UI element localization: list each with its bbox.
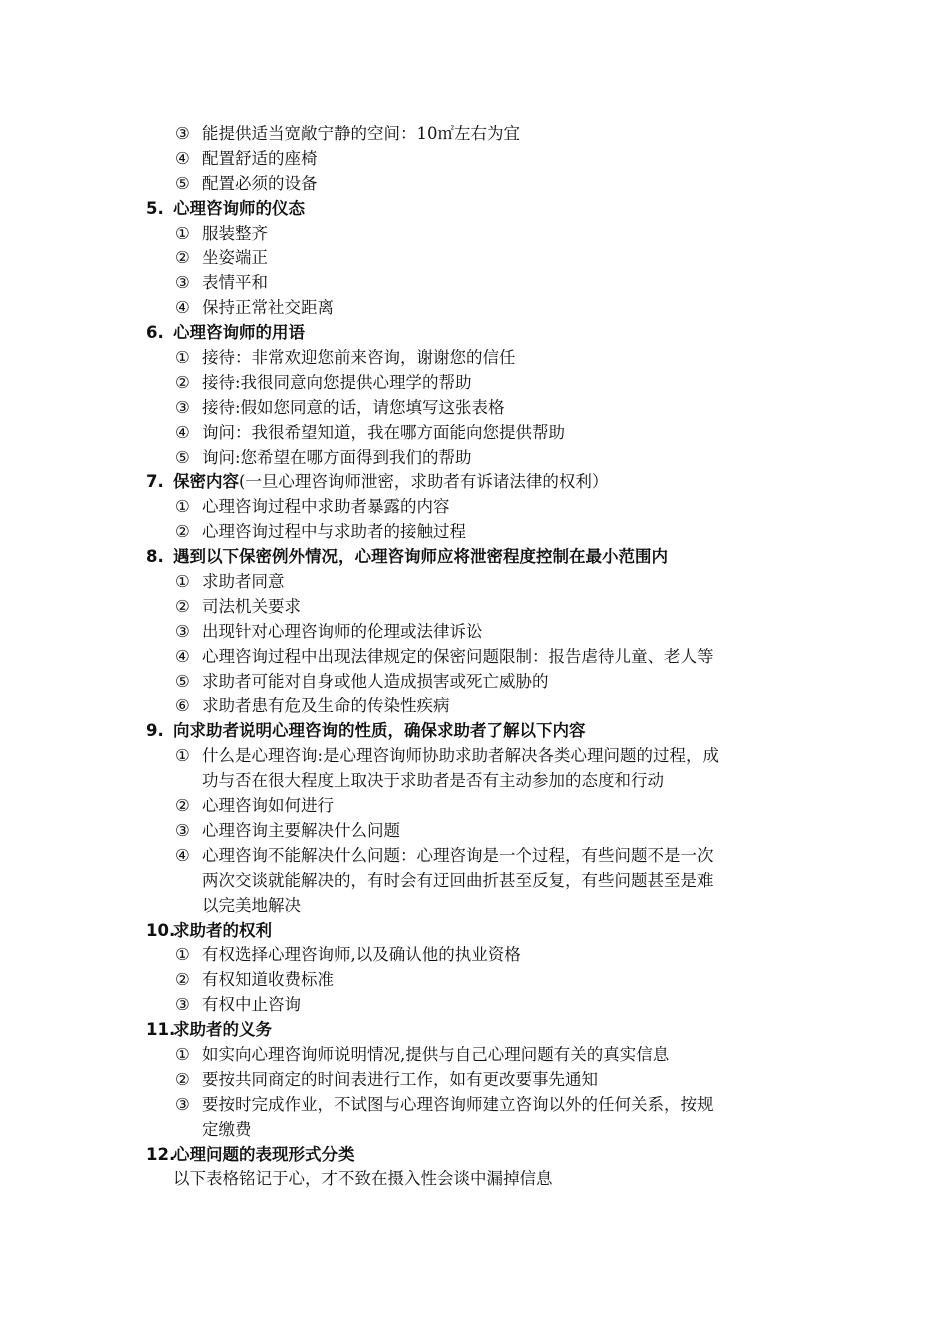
list-item [0, 1068, 950, 1093]
list-item [0, 147, 950, 172]
list-item-text: 有权选择心理咨询师,以及确认他的执业资格 [202, 945, 521, 965]
list-item [0, 122, 950, 147]
section-note: (一旦心理咨询师泄密，求助者有诉诸法律的权利） [239, 472, 609, 492]
list-item-text: 配置舒适的座椅 [202, 148, 318, 168]
list-item [0, 520, 950, 545]
section-heading [0, 470, 950, 495]
list-item-text: 配置必须的设备 [202, 173, 318, 193]
list-marker: ④ [175, 646, 190, 666]
section-heading [0, 719, 950, 744]
list-item-text: 有权中止咨询 [202, 995, 301, 1015]
section-number: 10. [146, 920, 176, 940]
section-heading [0, 919, 950, 944]
list-item [0, 670, 950, 695]
section-title-wrap [173, 1018, 272, 1043]
section-number: 8. [146, 547, 164, 567]
list-item-text: 什么是心理咨询:是心理咨询师协助求助者解决各类心理问题的过程，成 [202, 746, 720, 766]
section-title-wrap [173, 321, 305, 346]
list-item-text: 心理咨询如何进行 [202, 796, 334, 816]
list-marker: ① [175, 223, 190, 243]
list-item-text: 如实向心理咨询师说明情况,提供与自己心理问题有关的真实信息 [202, 1044, 670, 1064]
section-number: 12. [146, 1144, 176, 1164]
list-item-text: 心理咨询过程中求助者暴露的内容 [202, 497, 450, 517]
section-heading [0, 1018, 950, 1043]
list-item-continuation [0, 869, 950, 894]
list-item [0, 271, 950, 296]
list-item [0, 446, 950, 471]
section-number: 5. [146, 198, 164, 218]
section-heading [0, 197, 950, 222]
list-item-text: 表情平和 [202, 273, 268, 293]
section-title-wrap [173, 919, 272, 944]
section-title-wrap [173, 719, 586, 744]
list-item [0, 222, 950, 247]
list-item [0, 371, 950, 396]
list-item [0, 794, 950, 819]
list-item-text: 求助者同意 [202, 572, 285, 592]
list-item [0, 246, 950, 271]
list-marker: ① [175, 497, 190, 517]
closing-text: 以下表格铭记于心，才不致在摄入性会谈中漏掉信息 [173, 1169, 553, 1189]
list-marker: ③ [175, 397, 190, 417]
list-marker: ③ [175, 995, 190, 1015]
list-item-text: 出现针对心理咨询师的伦理或法律诉讼 [202, 621, 483, 641]
list-item [0, 396, 950, 421]
list-item [0, 993, 950, 1018]
list-marker: ④ [175, 422, 190, 442]
section-title: 求助者的义务 [173, 1020, 272, 1040]
list-marker: ② [175, 1069, 190, 1089]
list-marker: ② [175, 248, 190, 268]
section-title-wrap [173, 545, 668, 570]
list-item [0, 1043, 950, 1068]
list-item-text: 定缴费 [202, 1119, 252, 1139]
closing-paragraph [0, 1167, 950, 1192]
list-item-text: 询问:您希望在哪方面得到我们的帮助 [202, 447, 472, 467]
list-marker: ⑤ [175, 671, 190, 691]
list-item [0, 844, 950, 869]
list-item [0, 819, 950, 844]
list-item [0, 595, 950, 620]
document-page [0, 122, 950, 1192]
section-title: 心理问题的表现形式分类 [173, 1144, 355, 1164]
list-item [0, 1093, 950, 1118]
list-item [0, 421, 950, 446]
list-item [0, 620, 950, 645]
list-item-text: 能提供适当宽敞宁静的空间：10㎡左右为宜 [202, 124, 520, 143]
section-number: 6. [146, 323, 164, 343]
section-title: 保密内容 [173, 472, 239, 492]
list-marker: ① [175, 348, 190, 368]
list-marker: ③ [175, 124, 190, 143]
list-item [0, 694, 950, 719]
list-item [0, 645, 950, 670]
list-item [0, 943, 950, 968]
list-item-text: 接待:我很同意向您提供心理学的帮助 [202, 372, 472, 392]
list-marker: ④ [175, 845, 190, 865]
list-item [0, 495, 950, 520]
list-marker: ② [175, 596, 190, 616]
list-item-text: 接待:假如您同意的话，请您填写这张表格 [202, 397, 505, 417]
list-item [0, 744, 950, 769]
section-title-wrap [173, 197, 305, 222]
section-heading [0, 1143, 950, 1168]
list-item [0, 346, 950, 371]
list-marker: ⑥ [175, 696, 190, 716]
list-item-text: 心理咨询主要解决什么问题 [202, 820, 400, 840]
list-marker: ③ [175, 820, 190, 840]
list-item-continuation [0, 1118, 950, 1143]
list-item-text: 保持正常社交距离 [202, 298, 334, 318]
list-item-text: 以完美地解决 [202, 895, 301, 915]
list-item-text: 求助者患有危及生命的传染性疾病 [202, 696, 450, 716]
section-heading [0, 545, 950, 570]
list-marker: ⑤ [175, 173, 190, 193]
list-item-text: 心理咨询过程中出现法律规定的保密问题限制：报告虐待儿童、老人等 [202, 646, 714, 666]
section-title: 心理咨询师的仪态 [173, 198, 305, 218]
list-item-text: 要按时完成作业，不试图与心理咨询师建立咨询以外的任何关系，按规 [202, 1094, 714, 1114]
list-item-text: 服装整齐 [202, 223, 268, 243]
list-marker: ① [175, 1044, 190, 1064]
list-item-text: 功与否在很大程度上取决于求助者是否有主动参加的态度和行动 [202, 771, 664, 791]
section-title-wrap [173, 1143, 355, 1168]
list-marker: ② [175, 970, 190, 990]
list-item-text: 两次交谈就能解决的，有时会有迂回曲折甚至反复，有些问题甚至是难 [202, 870, 714, 890]
list-item-text: 司法机关要求 [202, 596, 301, 616]
list-item-text: 询问：我很希望知道，我在哪方面能向您提供帮助 [202, 422, 565, 442]
section-title: 向求助者说明心理咨询的性质，确保求助者了解以下内容 [173, 721, 586, 741]
list-item [0, 296, 950, 321]
section-number: 11. [146, 1020, 176, 1040]
list-marker: ④ [175, 148, 190, 168]
list-item [0, 172, 950, 197]
section-title: 遇到以下保密例外情况，心理咨询师应将泄密程度控制在最小范围内 [173, 547, 668, 567]
list-marker: ① [175, 945, 190, 965]
list-marker: ③ [175, 273, 190, 293]
list-item-text: 接待：非常欢迎您前来咨询，谢谢您的信任 [202, 348, 516, 368]
list-marker: ② [175, 522, 190, 542]
list-item-text: 心理咨询过程中与求助者的接触过程 [202, 522, 466, 542]
list-item-text: 有权知道收费标准 [202, 970, 334, 990]
list-item-text: 心理咨询不能解决什么问题：心理咨询是一个过程，有些问题不是一次 [202, 845, 714, 865]
list-item [0, 570, 950, 595]
list-marker: ③ [175, 1094, 190, 1114]
list-marker: ⑤ [175, 447, 190, 467]
list-marker: ① [175, 572, 190, 592]
list-marker: ② [175, 372, 190, 392]
list-item [0, 968, 950, 993]
list-item-continuation [0, 769, 950, 794]
section-title: 心理咨询师的用语 [173, 323, 305, 343]
list-marker: ① [175, 746, 190, 766]
section-title-wrap [173, 470, 608, 495]
section-number: 9. [146, 721, 164, 741]
list-item-text: 求助者可能对自身或他人造成损害或死亡威胁的 [202, 671, 549, 691]
section-heading [0, 321, 950, 346]
list-marker: ④ [175, 298, 190, 318]
list-item-continuation [0, 894, 950, 919]
list-marker: ③ [175, 621, 190, 641]
list-marker: ② [175, 796, 190, 816]
list-item-text: 坐姿端正 [202, 248, 268, 268]
list-item-text: 要按共同商定的时间表进行工作，如有更改要事先通知 [202, 1069, 598, 1089]
section-number: 7. [146, 472, 164, 492]
section-title: 求助者的权利 [173, 920, 272, 940]
